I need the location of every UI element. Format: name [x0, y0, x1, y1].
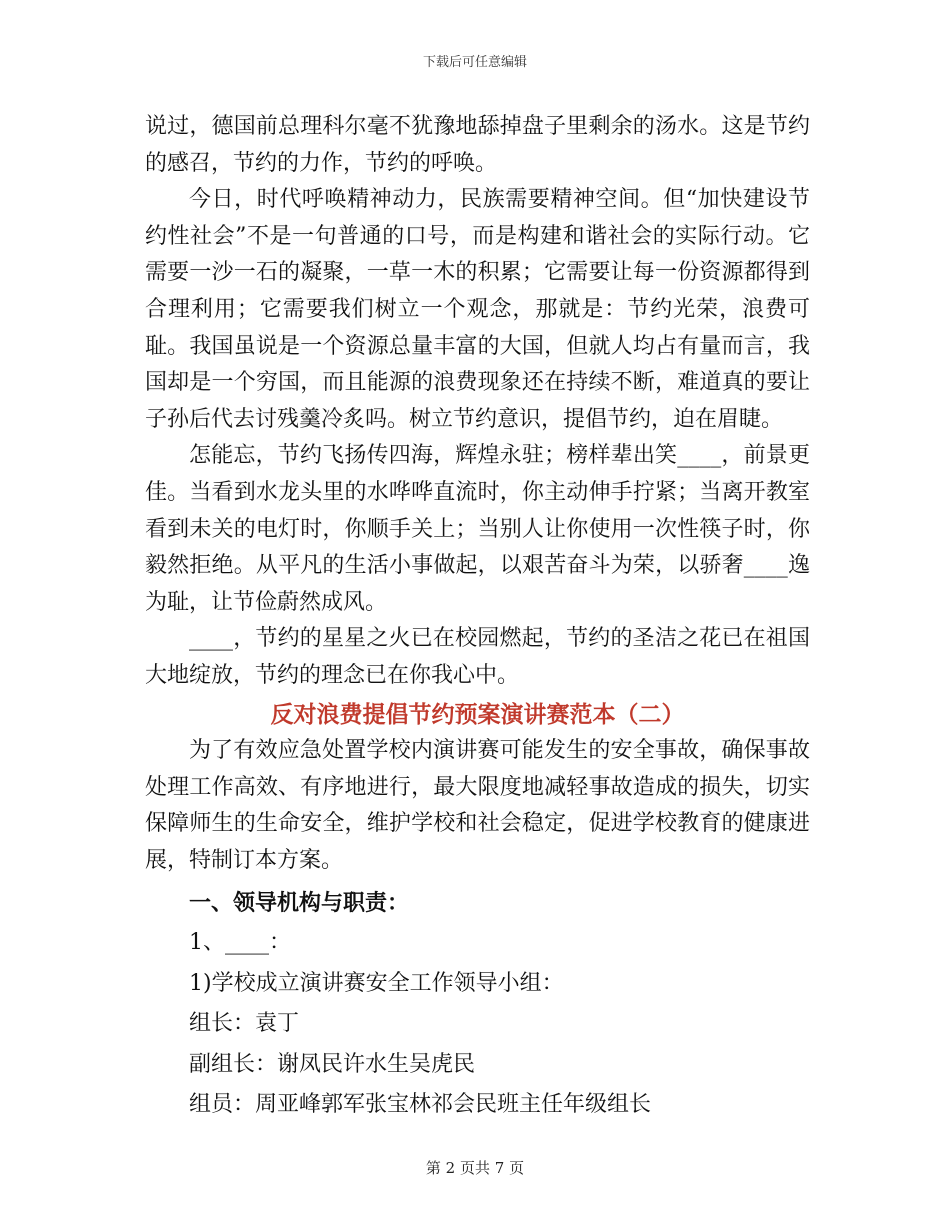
item-1-1: 1)学校成立演讲赛安全工作领导小组：	[189, 970, 564, 996]
leader-line: 组长：袁丁	[189, 1011, 300, 1037]
document-body	[145, 109, 810, 1126]
paragraph-4: ____，节约的星星之火已在校园燃起，节约的圣洁之花已在祖国大地绽放，节约的理念已在你我心中。	[145, 626, 810, 688]
paragraph-2: 今日，时代呼唤精神动力，民族需要精神空间。但“加快建设节约性社会”不是一句普通的口号，而是构建和谐社会的实际行动。它需要一沙一石的凝聚，一草一木的积累；它需要让每一份资源都得到合理利用；它需要我们树立一个观念，那就是：节约光荣，浪费可耻。我国虽说是一个资源总量丰富的大国，但就人均占有量而言，我国却是一个穷国，而且能源的浪费现象还在持续不断，难道真的要让子孙后代去讨残羹冷炙吗。树立节约意识，提倡节约，迫在眉睫。	[145, 187, 810, 432]
deputy-line: 副组长：谢凤民许水生吴虎民	[189, 1051, 476, 1077]
page-footer: 第 2 页共 7 页	[425, 1159, 525, 1177]
item-1: 1、____：	[189, 930, 291, 956]
page-header: 下载后可任意编辑	[422, 55, 527, 70]
paragraph-5: 为了有效应急处置学校内演讲赛可能发生的安全事故，确保事故处理工作高效、有序地进行，最大限度地减轻事故造成的损失，切实保障师生的生命安全，维护学校和社会稳定，促进学校教育的健康进展，特制订本方案。	[145, 738, 810, 873]
heading-leadership: 一、领导机构与职责：	[189, 890, 410, 917]
members-line: 组员：周亚峰郭军张宝林祁会民班主任年级组长	[189, 1092, 652, 1118]
paragraph-1: 说过，德国前总理科尔毫不犹豫地舔掉盘子里剩余的汤水。这是节约的感召，节约的力作，节约的呼唤。	[145, 114, 810, 176]
section-title: 反对浪费提倡节约预案演讲赛范本（二）	[270, 700, 685, 728]
paragraph-3: 怎能忘，节约飞扬传四海，辉煌永驻；榜样辈出笑____，前景更佳。当看到水龙头里的水哗哗直流时，你主动伸手拧紧；当离开教室看到未关的电灯时，你顺手关上；当别人让你使用一次性筷子时，你毅然拒绝。从平凡的生活小事做起，以艰苦奋斗为荣，以骄奢____逸为耻，让节俭蔚然成风。	[145, 443, 810, 615]
